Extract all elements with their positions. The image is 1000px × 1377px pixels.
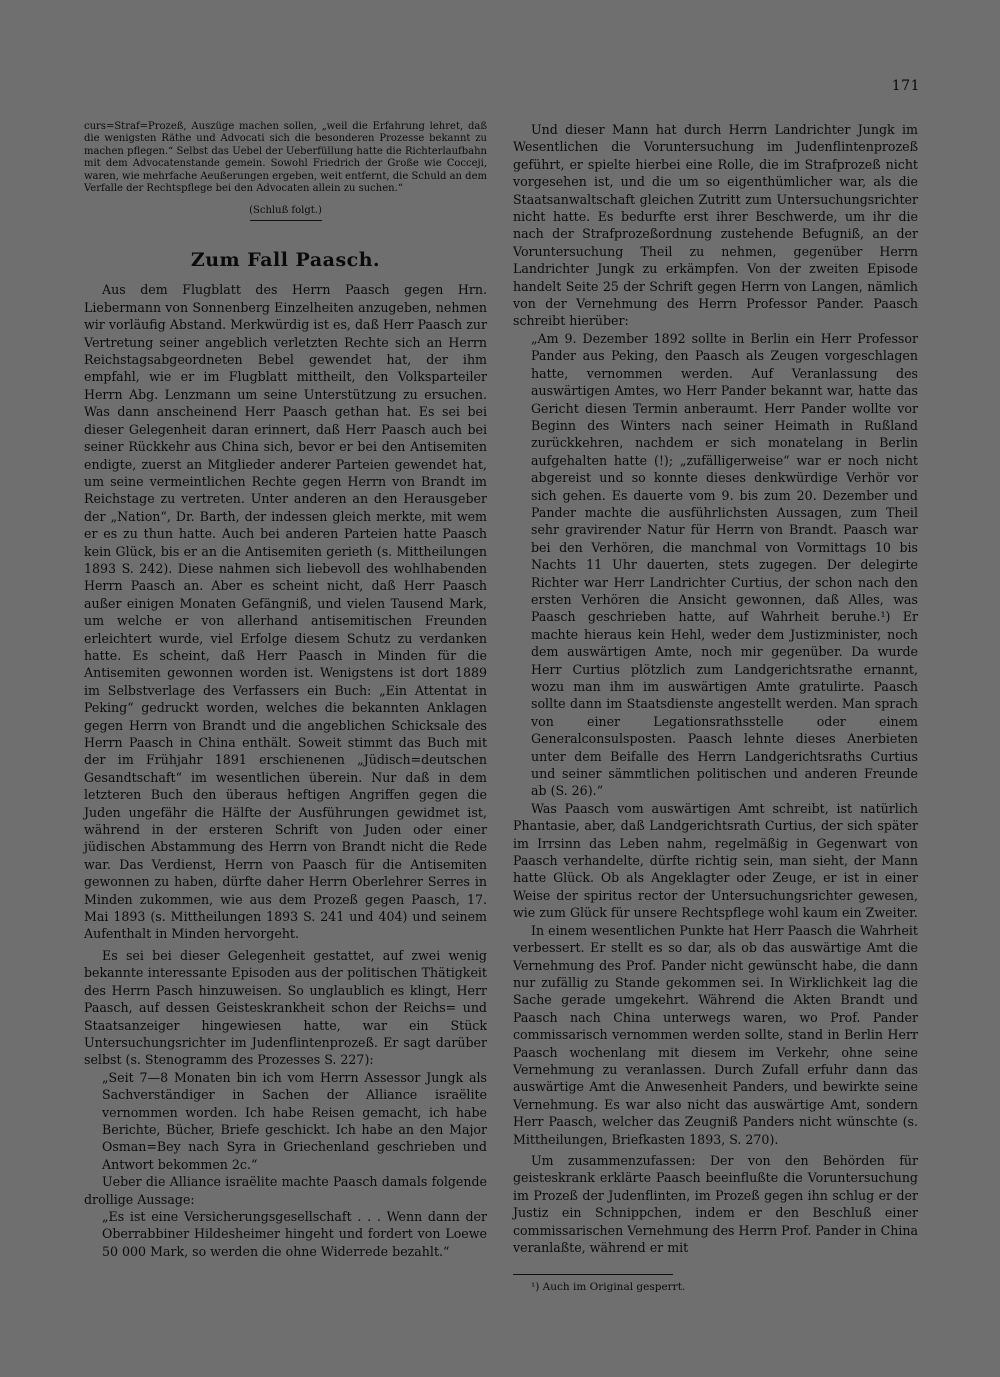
article-paragraph-3: Ueber die Alliance israëlite machte Paasch damals folgende drollige Aussage: (84, 1174, 487, 1207)
article-paragraph-6: In einem wesentlichen Punkte hat Herr Paasch die Wahrheit verbessert. Er stellt es so dar, als ob das auswärtige Amt die Vernehmung des Prof. Pander nicht gewünscht habe, die dann nur zufällig zu Stande gekommen sei. In Wirklichkeit lag die Sache gerade umgekehrt. Während die Akten Brandt und Paasch nach China unterwegs waren, wo Prof. Pander commissarisch vernommen werden sollte, stand in Berlin Herr Paasch wochenlang mit diesem im Verkehr, ohne seine Vernehmung zu veranlassen. Durch Zufall erfuhr dann das auswärtige Amt die Anwesenheit Panders, und bewirkte seine Vernehmung. Es war also nicht das auswärtige Amt, sondern Herr Paasch, welcher das Zeugniß Panders nicht wünschte (s. Mittheilungen, Briefkasten 1893, S. 270). (513, 922, 918, 1147)
page-number: 171 (891, 78, 920, 94)
article-paragraph-1: Aus dem Flugblatt des Herrn Paasch gegen Hrn. Liebermann von Sonnenberg Einzelheiten anzugeben, nehmen wir vorläufig Abstand. Merkwürdig ist es, daß Herr Paasch zur Vertretung seiner angeblich verletzten Rechte sich an Herrn Reichstagsabgeordneten Bebel gewendet hat, der ihm empfahl, wie er im Flugblatt mittheilt, den Volksparteiler Herrn Abg. Lenzmann um seine Unterstützung zu ersuchen. Was dann anscheinend Herr Paasch gethan hat. Es sei bei dieser Gelegenheit daran erinnert, daß Herr Paasch auch bei seiner Rückkehr aus China sich, bevor er bei den Antisemiten endigte, zuerst an Mitglieder anderer Parteien gewendet hat, um seine vermeintlichen Rechte gegen Herrn von Brandt im Reichstage zu vertreten. Unter anderen an den Herausgeber der „Nation“, Dr. Barth, der indessen gleich merkte, mit wem er es zu thun hatte. Auch bei anderen Parteien hatte Paasch kein Glück, bis er an die Antisemiten gerieth (s. Mittheilungen 1893 S. 242). Diese nahmen sich liebevoll des wohlhabenden Herrn Paasch an. Aber es scheint nicht, daß Herr Paasch außer einigen Monaten Gefängniß, und vielen Tausend Mark, um welche er von allerhand antisemitischen Freunden erleichtert wurde, viel Erfolge diesem Schutz zu verdanken hatte. Es scheint, daß Herr Paasch in Minden für die Antisemiten gewonnen worden ist. Wenigstens ist dort 1889 im Selbstverlage des Verfassers ein Buch: „Ein Attentat in Peking“ gedruckt worden, welches die bekannten Anklagen gegen Herrn von Brandt und die angeblichen Schicksale des Herrn Paasch in China enthält. Soweit stimmt das Buch mit der im Frühjahr 1891 erschienenen „Jüdisch=deutschen Gesandtschaft“ im wesentlichen überein. Nur daß in dem letzteren Buch den überaus heftigen Angriffen gegen die Juden ungefähr die Hälfte der Ausführungen gewidmet ist, während in der ersteren Schrift von Juden oder einer jüdischen Abstammung des Herrn von Brandt nicht die Rede war. Das Verdienst, Herrn von Paasch für die Antisemiten gewonnen zu haben, dürfte daher Herrn Oberlehrer Serres in Minden zukommen, wie aus dem Prozeß gegen Paasch, 17. Mai 1893 (s. Mittheilungen 1893 S. 241 und 404) und seinem Aufenthalt in Minden hervorgeht. (84, 282, 487, 942)
article-heading: Zum Fall Paasch. (190, 249, 381, 272)
article-paragraph-7: Um zusammenzufassen: Der von den Behörden für geisteskrank erklärte Paasch beeinflußte die Voruntersuchung im Prozeß der Judenflinten, im Prozeß gegen ihn schlug er der Justiz ein Schnippchen, indem er den Beschluß einer commissarischen Vernehmung des Herrn Prof. Pander in China veranlaßte, während er mit (513, 1152, 919, 1255)
footnote-rule (513, 1274, 673, 1275)
article-paragraph-5: Was Paasch vom auswärtigen Amt schreibt, ist natürlich Phantasie, aber, daß Landgerichtsrath Curtius, der sich später im Irrsinn das Leben nahm, regelmäßig in Gegenwart von Paasch verhandelte, dürfte richtig sein, man sieht, der Mann hatte Glück. Ob als Angeklagter oder Zeuge, er ist in einer Weise der spiritus rector der Untersuchungsrichter gewesen, wie zum Glück für unsere Rechtspflege wohl kaum ein Zweiter. (513, 800, 918, 921)
previous-article-ending: curs=Straf=Prozeß, Auszüge machen sollen, „weil die Erfahrung lehret, daß die wenigsten Räthe und Advocati sich die besonderen Prozesse bekannt zu machen pflegen.“ Selbst das Uebel der Ueberfüllung hatte die Richterlaufbahn mit dem Advocatenstande gemein. Sowohl Friedrich der Große wie Cocceji, waren, wie mehrfache Aeußerungen ergeben, weit entfernt, die Schuld an dem Verfalle der Rechtspflege bei den Advocaten allein zu suchen.“ (84, 121, 487, 195)
continuation-note: (Schluß folgt.) (249, 205, 322, 217)
article-paragraph-2: Es sei bei dieser Gelegenheit gestattet, auf zwei wenig bekannte interessante Episoden aus der politischen Thätigkeit des Herrn Pasch hinzuweisen. So unglaublich es klingt, Herr Paasch, auf dessen Geisteskrankheit schon der Reichs= und Staatsanzeiger hingewiesen hatte, war ein Stück Untersuchungsrichter im Judenflintenprozeß. Er sagt darüber selbst (s. Stenogramm des Prozesses S. 227): (84, 947, 487, 1068)
article-paragraph-4: Und dieser Mann hat durch Herrn Landrichter Jungk im Wesentlichen die Voruntersuchung im Judenflintenprozeß geführt, er spielte hierbei eine Rolle, die im Strafprozeß nicht vorgesehen ist, und die um so eigenthümlicher war, als die Staatsanwaltschaft gleichen Zutritt zum Untersuchungsrichter nicht hatte. Es bedurfte erst ihrer Beschwerde, um ihr die nach der Strafprozeßordnung zustehende Befugniß, an der Voruntersuchung Theil zu nehmen, gegenüber Herrn Landrichter Jungk zu erkämpfen. Von der zweiten Episode handelt Seite 25 der Schrift gegen Herrn von Langen, nämlich von der Vernehmung des Herrn Professor Pander. Paasch schreibt hierüber: (513, 122, 918, 329)
footnote: ¹) Auch im Original gesperrt. (531, 1281, 686, 1294)
right-column (513, 121, 918, 1294)
left-column (84, 121, 487, 1260)
section-divider (250, 220, 322, 221)
quotation-paasch-1: „Seit 7—8 Monaten bin ich vom Herrn Assessor Jungk als Sachverständiger in Sachen der Alliance israëlite vernommen worden. Ich habe Reisen gemacht, ich habe Berichte, Bücher, Briefe geschickt. Ich habe an den Major Osman=Bey nach Syra in Griechenland geschrieben und Antwort bekommen 2c.“ (102, 1069, 487, 1172)
quotation-paasch-2: „Es ist eine Versicherungsgesellschaft . . . Wenn dann der Oberrabbiner Hildesheimer hingeht und fordert von Loewe 50 000 Mark, so werden die ohne Widerrede bezahlt.“ (102, 1208, 487, 1259)
quotation-pander: „Am 9. Dezember 1892 sollte in Berlin ein Herr Professor Pander aus Peking, den Paasch als Zeugen vorgeschlagen hatte, vernommen werden. Auf Veranlassung des auswärtigen Amtes, wo Herr Pander bekannt war, hatte das Gericht diesen Termin anberaumt. Herr Pander wollte vor Beginn des Winters nach seiner Heimath in Rußland zurückkehren, nachdem er sich monatelang in Berlin aufgehalten hatte (!); „zufälligerweise“ war er noch nicht abgereist und so konnte dieses denkwürdige Verhör vor sich gehen. Es dauerte vom 9. bis zum 20. Dezember und Pander machte die ausführlichsten Aussagen, zum Theil sehr gravirender Natur für Herrn von Brandt. Paasch war bei den Verhören, die manchmal von Vormittags 10 bis Nachts 11 Uhr dauerten, stets zugegen. Der delegirte Richter war Herr Landrichter Curtius, der schon nach den ersten Verhören die Ansicht gewonnen, daß Alles, was Paasch geschrieben hatte, auf Wahrheit beruhe.¹) Er machte hieraus kein Hehl, weder dem Justizminister, noch dem auswärtigen Amte, noch mir gegenüber. Da wurde Herr Curtius plötzlich zum Landgerichtsrathe ernannt, wozu man ihm im auswärtigen Amte gratulirte. Paasch sollte dann im Staatsdienste angestellt werden. Man sprach von einer Legationsrathsstelle oder einem Generalconsulsposten. Paasch lehnte dieses Anerbieten unter dem Beifalle des Herrn Landgerichtsraths Curtius und seiner sämmtlichen politischen und anderen Freunde ab (S. 26).“ (531, 330, 918, 799)
